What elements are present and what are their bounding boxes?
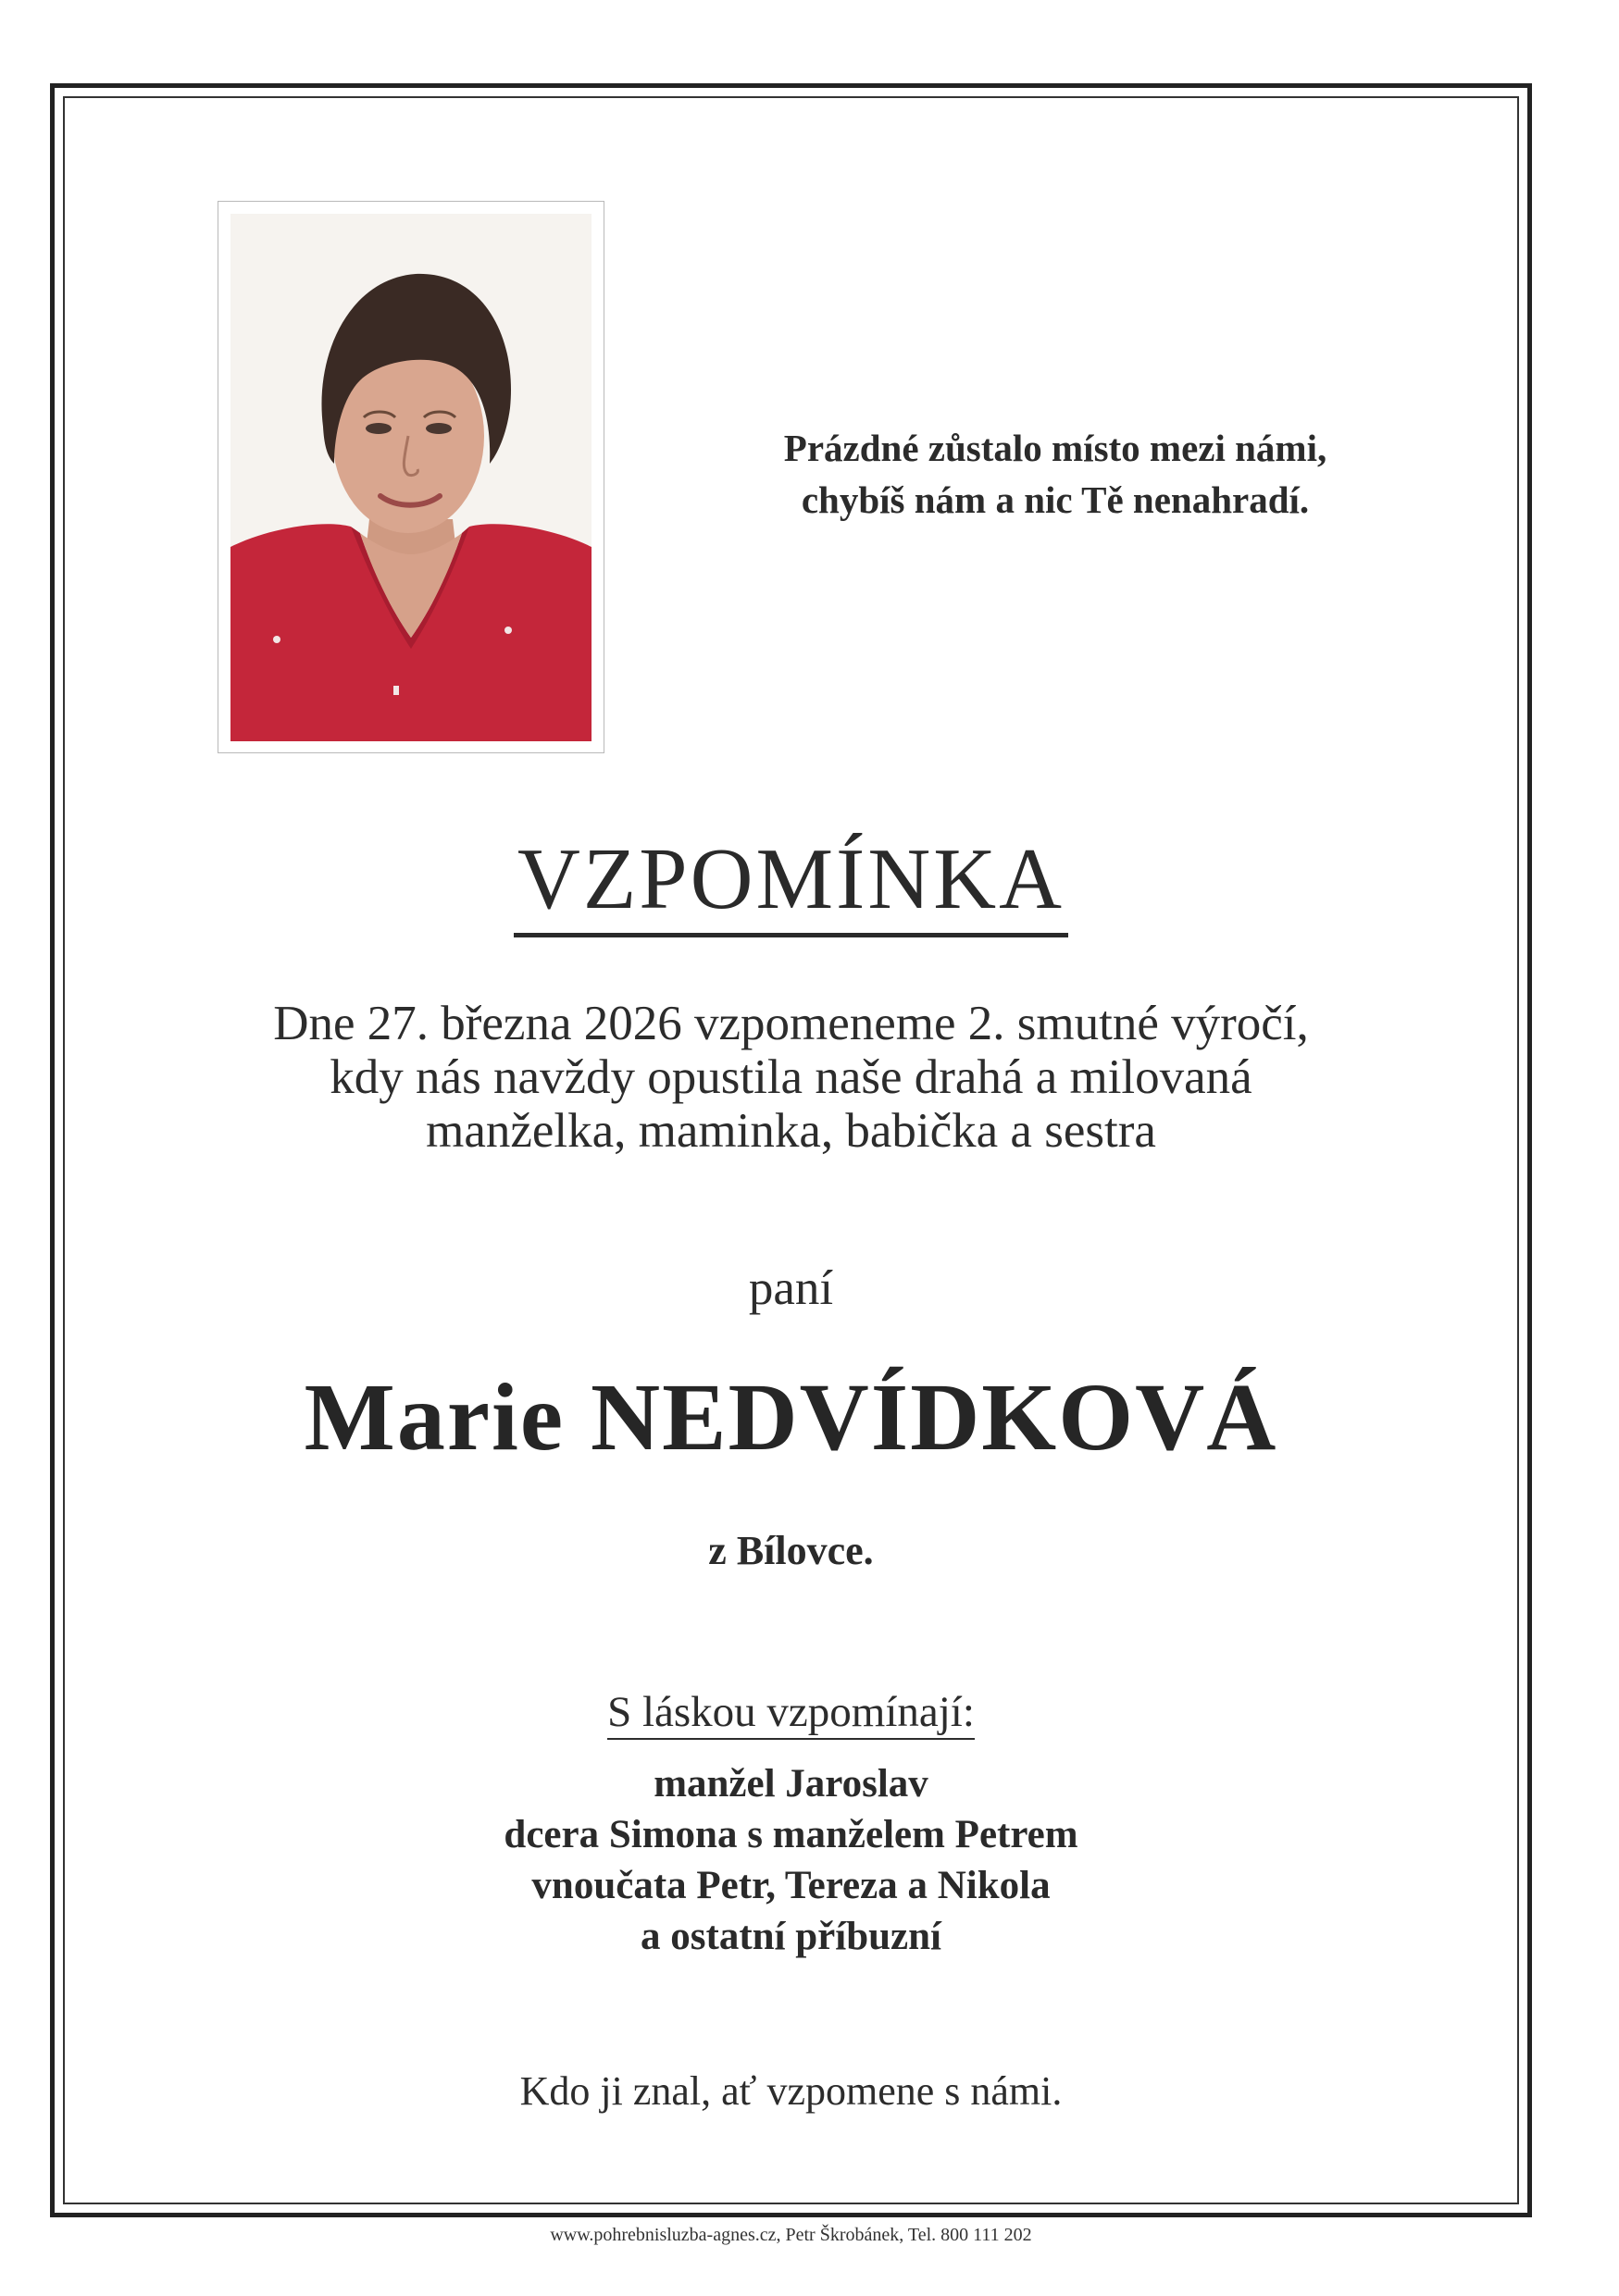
motto-line-1: Prázdné zůstalo místo mezi námi, bbox=[783, 427, 1327, 469]
page-title bbox=[0, 828, 1582, 937]
closing-text: Kdo ji znal, ať vzpomene s námi. bbox=[519, 2068, 1063, 2114]
announcement-line-2: kdy nás navždy opustila naše drahá a milovaná bbox=[330, 1050, 1252, 1104]
announcement-line-3: manželka, maminka, babička a sestra bbox=[426, 1104, 1156, 1158]
announcement-line-1: Dne 27. března 2026 vzpomeneme 2. smutné výročí, bbox=[273, 997, 1309, 1050]
funeral-service-footer: www.pohrebnisluzba-agnes.cz, Petr Škrobánek, Tel. 800 111 202 bbox=[550, 2225, 1032, 2245]
motto-line-2: chybíš nám a nic Tě nenahradí. bbox=[801, 478, 1310, 521]
mourners-list bbox=[0, 1758, 1582, 1962]
mourner-line: vnoučata Petr, Tereza a Nikola bbox=[531, 1864, 1051, 1907]
mourner-line: a ostatní příbuzní bbox=[641, 1915, 941, 1958]
page-title-text: VZPOMÍNKA bbox=[514, 831, 1068, 937]
mourner-line: dcera Simona s manželem Petrem bbox=[504, 1813, 1078, 1856]
mourners-heading bbox=[0, 1686, 1582, 1738]
announcement-text bbox=[93, 997, 1489, 1158]
portrait-photo bbox=[230, 214, 592, 741]
portrait-frame bbox=[218, 201, 604, 753]
deceased-name: Marie NEDVÍDKOVÁ bbox=[304, 1364, 1278, 1471]
deceased-origin: z Bílovce. bbox=[708, 1528, 874, 1573]
honorific-title: paní bbox=[748, 1261, 834, 1315]
mourners-heading-text: S láskou vzpomínají: bbox=[607, 1688, 975, 1740]
mourner-line: manžel Jaroslav bbox=[654, 1762, 928, 1806]
memorial-motto bbox=[704, 422, 1407, 526]
